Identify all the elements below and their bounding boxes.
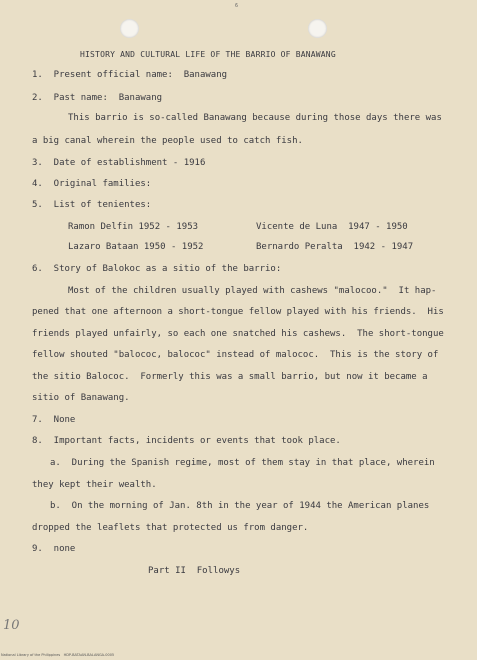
part-two-note: Part II Followys	[148, 566, 241, 576]
item-1: 1. Present official name: Banawang	[32, 70, 228, 80]
item-4: 4. Original families:	[32, 179, 152, 189]
paragraph-line: they kept their wealth.	[32, 480, 157, 490]
item-2: 2. Past name: Banawang	[32, 93, 163, 103]
item-3: 3. Date of establishment - 1916	[32, 158, 206, 168]
teniente-entry: Ramon Delfin 1952 - 1953	[68, 222, 199, 232]
paragraph-line: a. During the Spanish regime, most of them stay in that place, wherein	[50, 458, 435, 468]
paragraph-line: Most of the children usually played with cashews "malocoo." It hap-	[68, 286, 437, 296]
item-5: 5. List of tenientes:	[32, 200, 152, 210]
paragraph-line: b. On the morning of Jan. 8th in the year of 1944 the American planes	[50, 501, 430, 511]
page-mark: 6	[235, 3, 239, 9]
paragraph-line: dropped the leaflets that protected us from danger.	[32, 523, 309, 533]
paragraph-line: sitio of Banawang.	[32, 393, 130, 403]
paragraph-line: a big canal wherein the people used to catch fish.	[32, 136, 303, 146]
teniente-entry: Lazaro Bataan 1950 - 1952	[68, 242, 204, 252]
punch-hole-left	[120, 19, 139, 38]
paragraph-line: the sitio Balococ. Formerly this was a small barrio, but now it became a	[32, 372, 428, 382]
teniente-entry: Vicente de Luna 1947 - 1950	[256, 222, 408, 232]
teniente-entry: Bernardo Peralta 1942 - 1947	[256, 242, 414, 252]
footer-credit: National Library of the Philippines HDP-BATAAN-BALANGA-0005	[1, 653, 115, 657]
item-7: 7. None	[32, 415, 76, 425]
document-title: HISTORY AND CULTURAL LIFE OF THE BARRIO OF BANAWANG	[80, 50, 336, 59]
paragraph-line: friends played unfairly, so each one snatched his cashews. The short-tongue	[32, 329, 444, 339]
item-8: 8. Important facts, incidents or events that took place.	[32, 436, 341, 446]
paragraph-line: fellow shouted "balococ, balococ" instead of malococ. This is the story of	[32, 350, 439, 360]
paragraph-line: pened that one afternoon a short-tongue fellow played with his friends. His	[32, 307, 444, 317]
margin-page-number: 10	[3, 618, 20, 633]
punch-hole-right	[308, 19, 327, 38]
paragraph-line: This barrio is so-called Banawang because during those days there was	[68, 113, 442, 123]
item-9: 9. none	[32, 544, 76, 554]
item-6: 6. Story of Balokoc as a sitio of the barrio:	[32, 264, 282, 274]
